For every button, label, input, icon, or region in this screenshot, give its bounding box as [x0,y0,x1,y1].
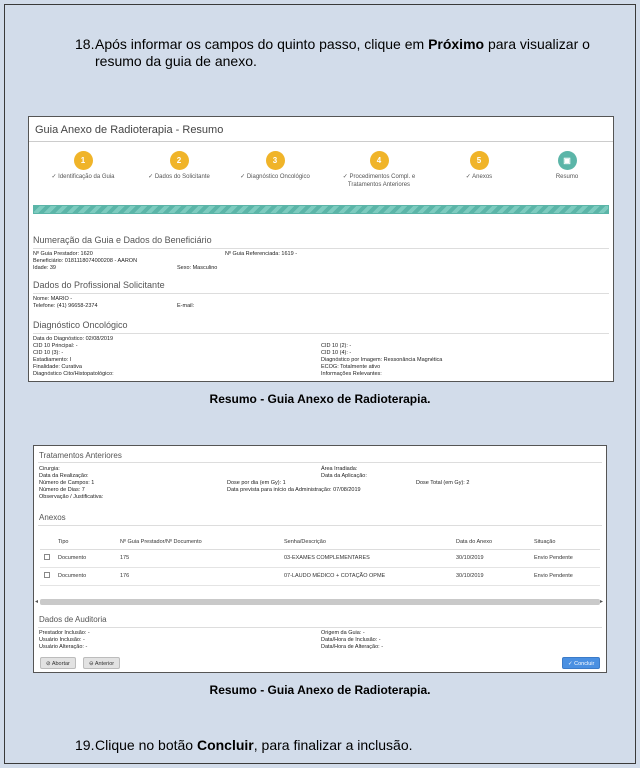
section-divider [38,525,602,526]
title-divider [29,141,613,142]
abortar-button[interactable]: ⊘ Abortar [40,657,76,669]
table-row[interactable]: Documento 175 03-EXAMES COMPLEMENTARES 30/10/2019 Envio Pendente [40,549,600,567]
section-title-diagnostico: Diagnóstico Oncológico [33,320,128,330]
step-19-number: 19. [75,737,95,753]
resumo-screenshot-1: Guia Anexo de Radioterapia - Resumo 1 ✓ Identificação da Guia 2 ✓ Dados do Solicitante 3 ✓ Diagnóstico Oncológico 4 ✓ Procedimentos Compl. e Tratamentos Anteriores 5 ✓ Anexos ▣ Resumo Numeração da Guia e Dados do Beneficiário Nº Guia Prestador: 1620 Nº Guia Referenciada: 1619 - Beneficiário: 0181118074000208 - AARON Idade: 39 Sexo: Masculino Dados do Profissional Solicitante Nome: MARIO - Telefone: (41) 96658-2374 E-mail: Diagnóstico Oncológico Data do Diagnóstico: 02/08/2019 CID 10 Principal: - CID 10 (2): - CID 10 (3): - CID 10 (4): - Estadiamento: I Diagnóstico por Imagem: Ressonância Magnética Finalidade: Curativa ECOG: Totalmente ativo Diagnóstico Cito/Histopatológico: Informações Relevantes: [28,116,614,382]
wizard-step-resumo[interactable]: ▣ Resumo [519,151,615,181]
anterior-button[interactable]: ⊖ Anterior [83,657,120,669]
table-row[interactable]: Documento 176 07-LAUDO MÉDICO + COTAÇÃO OPME 30/10/2019 Envio Pendente [40,567,600,585]
section-divider [33,333,609,334]
horizontal-scrollbar[interactable] [40,599,600,605]
section-divider [38,462,602,463]
section-divider [38,627,602,628]
step-18-text: 18. Após informar os campos do quinto passo, clique em Próximo para visualizar o resumo da guia de anexo. [75,36,590,69]
anexos-table [40,535,600,586]
wizard-step-1[interactable]: 1 ✓ Identificação da Guia [35,151,131,181]
scroll-left-icon[interactable]: ◂ [35,599,39,605]
concluir-button[interactable]: ✓ Concluir [562,657,600,669]
section-divider [33,248,609,249]
section-title-numeracao: Numeração da Guia e Dados do Beneficiário [33,235,212,245]
wizard-progress-bar [33,205,609,214]
wizard-step-4[interactable]: 4 ✓ Procedimentos Compl. e Tratamentos Anteriores [331,151,427,189]
step-19-text: 19. Clique no botão Concluir, para finalizar a inclusão. [75,737,413,753]
step-18-number: 18. [75,36,95,52]
section-title-profissional: Dados do Profissional Solicitante [33,280,165,290]
row-checkbox[interactable] [44,554,50,560]
resumo-screenshot-2: Tratamentos Anteriores Cirurgia: Área Irradiada: Data da Realização: Data da Aplicação: Número de Campos: 1 Dose por dia (em Gy): 1 Dose Total (em Gy): 2 Número de Dias: 7 Data prevista para início da Administração: 07/08/2019 Observação / Justificativa: Anexos Tipo Nº Guia Prestador/Nº Documento Senha/Descrição Data do Anexo Situação Documento 175 03-EXAMES COMPLEMENTARES 30/10/2019 Envio Pendente Documento 176 07-LAUDO MÉDICO + COTAÇÃO OPME 30/10/2019 Envio Pendente ◂ ▸ Dados de Auditoria Prestador Inclusão: - Origem da Guia: - Usuário Inclusão: - Data/Hora de Inclusão: - Usuário Alteração: - Data/Hora de Alteração: - ⊘ Abortar ⊖ Anterior ✓ Concluir [33,445,607,673]
figure-caption-1: Resumo - Guia Anexo de Radioterapia. [209,392,431,406]
section-title-auditoria: Dados de Auditoria [39,615,107,624]
section-title-anexos: Anexos [39,513,66,522]
wizard-step-2[interactable]: 2 ✓ Dados do Solicitante [131,151,227,181]
concluir-label: Concluir [196,737,254,753]
wizard-step-3[interactable]: 3 ✓ Diagnóstico Oncológico [227,151,323,181]
figure-caption-2: Resumo - Guia Anexo de Radioterapia. [209,683,431,697]
table-header-row: Tipo Nº Guia Prestador/Nº Documento Senha/Descrição Data do Anexo Situação [40,535,600,549]
document-icon: ▣ [558,151,577,170]
proximo-label: Próximo [428,36,485,52]
section-divider [33,293,609,294]
row-checkbox[interactable] [44,572,50,578]
section-title-tratamentos: Tratamentos Anteriores [39,451,122,460]
page-title: Guia Anexo de Radioterapia - Resumo [35,124,224,136]
wizard-step-5[interactable]: 5 ✓ Anexos [431,151,527,181]
scroll-right-icon[interactable]: ▸ [600,599,604,605]
